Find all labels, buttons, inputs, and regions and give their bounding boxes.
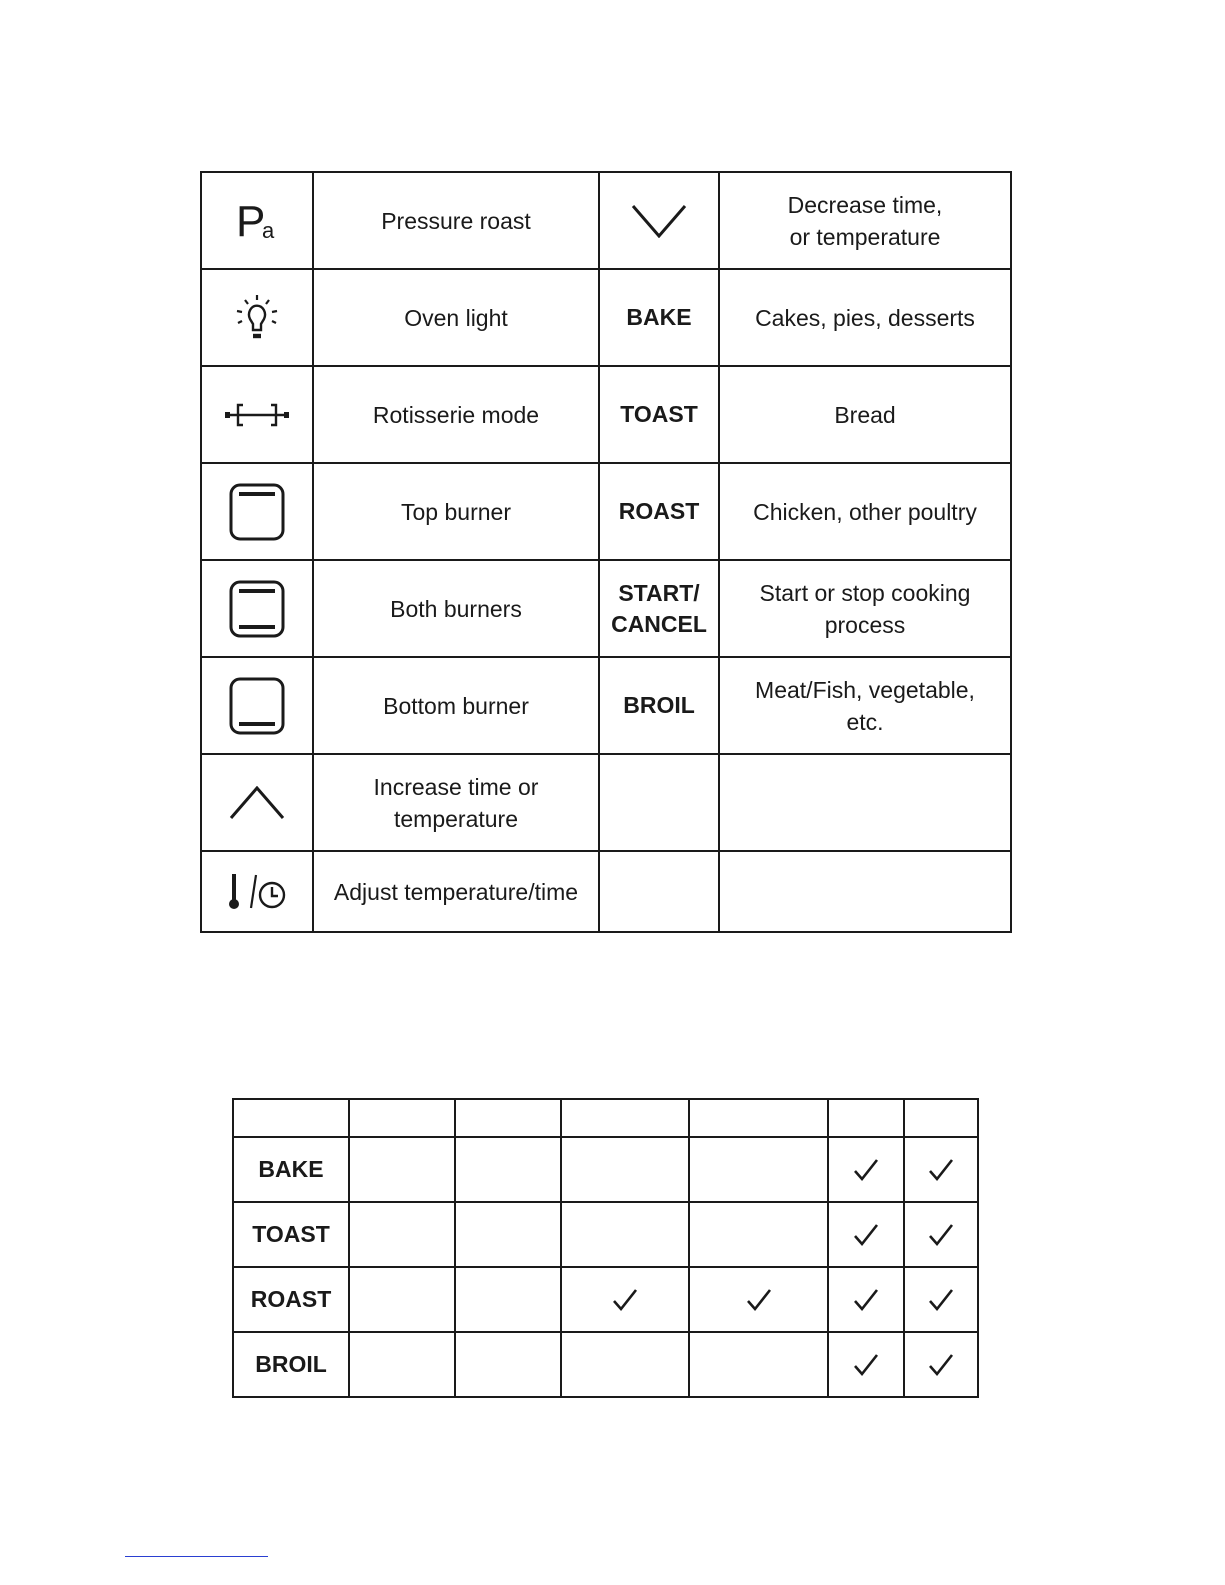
checked-cell — [828, 1332, 904, 1397]
empty-cell — [719, 754, 1011, 851]
header-cell — [349, 1099, 455, 1137]
empty-cell — [719, 851, 1011, 932]
top-burner-icon — [229, 483, 285, 541]
legend-description: Adjust temperature/time — [313, 851, 599, 932]
legend-button-description: Cakes, pies, desserts — [719, 269, 1011, 366]
legend-row — [201, 463, 1011, 560]
mode-label: TOAST — [233, 1202, 349, 1267]
legend-description: Both burners — [313, 560, 599, 657]
light-bulb-icon — [233, 293, 281, 343]
mode-table-row — [233, 1202, 978, 1267]
checked-cell — [828, 1267, 904, 1332]
checked-cell — [561, 1267, 689, 1332]
legend-description: Oven light — [313, 269, 599, 366]
chevron-down-icon — [631, 204, 687, 238]
svg-text:P: P — [236, 196, 266, 246]
checkmark-icon — [853, 1287, 879, 1313]
header-cell — [561, 1099, 689, 1137]
legend-button-description: Decrease time, or temperature — [719, 172, 1011, 269]
rotisserie-icon-cell — [201, 366, 313, 463]
empty-cell — [349, 1332, 455, 1397]
mode-label: BAKE — [233, 1137, 349, 1202]
legend-description: Top burner — [313, 463, 599, 560]
empty-cell — [349, 1267, 455, 1332]
legend-description: Bottom burner — [313, 657, 599, 754]
legend-button-label: BAKE — [599, 269, 719, 366]
empty-cell — [561, 1137, 689, 1202]
empty-cell — [689, 1202, 828, 1267]
mode-table-row — [233, 1332, 978, 1397]
checked-cell — [828, 1202, 904, 1267]
checked-cell — [904, 1137, 978, 1202]
chevron-up-icon — [229, 786, 285, 820]
empty-cell — [455, 1202, 561, 1267]
legend-row — [201, 269, 1011, 366]
checkmark-icon — [928, 1287, 954, 1313]
legend-row — [201, 657, 1011, 754]
empty-cell — [349, 1202, 455, 1267]
legend-button-description: Meat/Fish, vegetable, etc. — [719, 657, 1011, 754]
legend-description: Increase time or temperature — [313, 754, 599, 851]
legend-button-label: START/ CANCEL — [599, 560, 719, 657]
legend-button-label: TOAST — [599, 366, 719, 463]
header-cell — [904, 1099, 978, 1137]
mode-table-header-row — [233, 1099, 978, 1137]
checkmark-icon — [853, 1352, 879, 1378]
checkmark-icon — [928, 1352, 954, 1378]
temperature-time-icon — [228, 872, 286, 912]
legend-button-label: BROIL — [599, 657, 719, 754]
both-burners-icon — [229, 580, 285, 638]
legend-button-description: Bread — [719, 366, 1011, 463]
empty-cell — [455, 1267, 561, 1332]
checkmark-icon — [853, 1157, 879, 1183]
header-cell — [828, 1099, 904, 1137]
checkmark-icon — [853, 1222, 879, 1248]
bottom-burner-icon-cell — [201, 657, 313, 754]
increase-icon-cell — [201, 754, 313, 851]
both-burners-icon-cell — [201, 560, 313, 657]
legend-description: Rotisserie mode — [313, 366, 599, 463]
empty-cell — [561, 1202, 689, 1267]
checked-cell — [828, 1137, 904, 1202]
decrease-button-cell — [599, 172, 719, 269]
empty-cell — [455, 1332, 561, 1397]
mode-label: BROIL — [233, 1332, 349, 1397]
footer-link-underline[interactable] — [125, 1556, 268, 1557]
legend-row — [201, 754, 1011, 851]
mode-table-row — [233, 1137, 978, 1202]
bottom-burner-icon — [229, 677, 285, 735]
svg-text:a: a — [262, 217, 275, 243]
empty-cell — [689, 1332, 828, 1397]
control-legend-table — [200, 171, 1012, 933]
empty-cell — [349, 1137, 455, 1202]
pressure-roast-icon-cell — [201, 172, 313, 269]
checked-cell — [904, 1332, 978, 1397]
legend-row — [201, 172, 1011, 269]
legend-row — [201, 851, 1011, 932]
checkmark-icon — [612, 1287, 638, 1313]
mode-table-row — [233, 1267, 978, 1332]
oven-light-icon-cell — [201, 269, 313, 366]
legend-button-description: Start or stop cooking process — [719, 560, 1011, 657]
empty-cell — [599, 754, 719, 851]
header-cell — [455, 1099, 561, 1137]
header-cell — [689, 1099, 828, 1137]
legend-row — [201, 366, 1011, 463]
checkmark-icon — [928, 1157, 954, 1183]
empty-cell — [455, 1137, 561, 1202]
checkmark-icon — [746, 1287, 772, 1313]
rotisserie-icon — [225, 401, 289, 429]
checked-cell — [904, 1267, 978, 1332]
pressure-roast-icon — [232, 196, 282, 246]
mode-label: ROAST — [233, 1267, 349, 1332]
temperature-time-icon-cell — [201, 851, 313, 932]
legend-button-label: ROAST — [599, 463, 719, 560]
header-cell — [233, 1099, 349, 1137]
cooking-mode-table — [232, 1098, 979, 1398]
legend-button-description: Chicken, other poultry — [719, 463, 1011, 560]
empty-cell — [599, 851, 719, 932]
empty-cell — [561, 1332, 689, 1397]
checkmark-icon — [928, 1222, 954, 1248]
legend-row — [201, 560, 1011, 657]
empty-cell — [689, 1137, 828, 1202]
checked-cell — [689, 1267, 828, 1332]
top-burner-icon-cell — [201, 463, 313, 560]
legend-description: Pressure roast — [313, 172, 599, 269]
checked-cell — [904, 1202, 978, 1267]
